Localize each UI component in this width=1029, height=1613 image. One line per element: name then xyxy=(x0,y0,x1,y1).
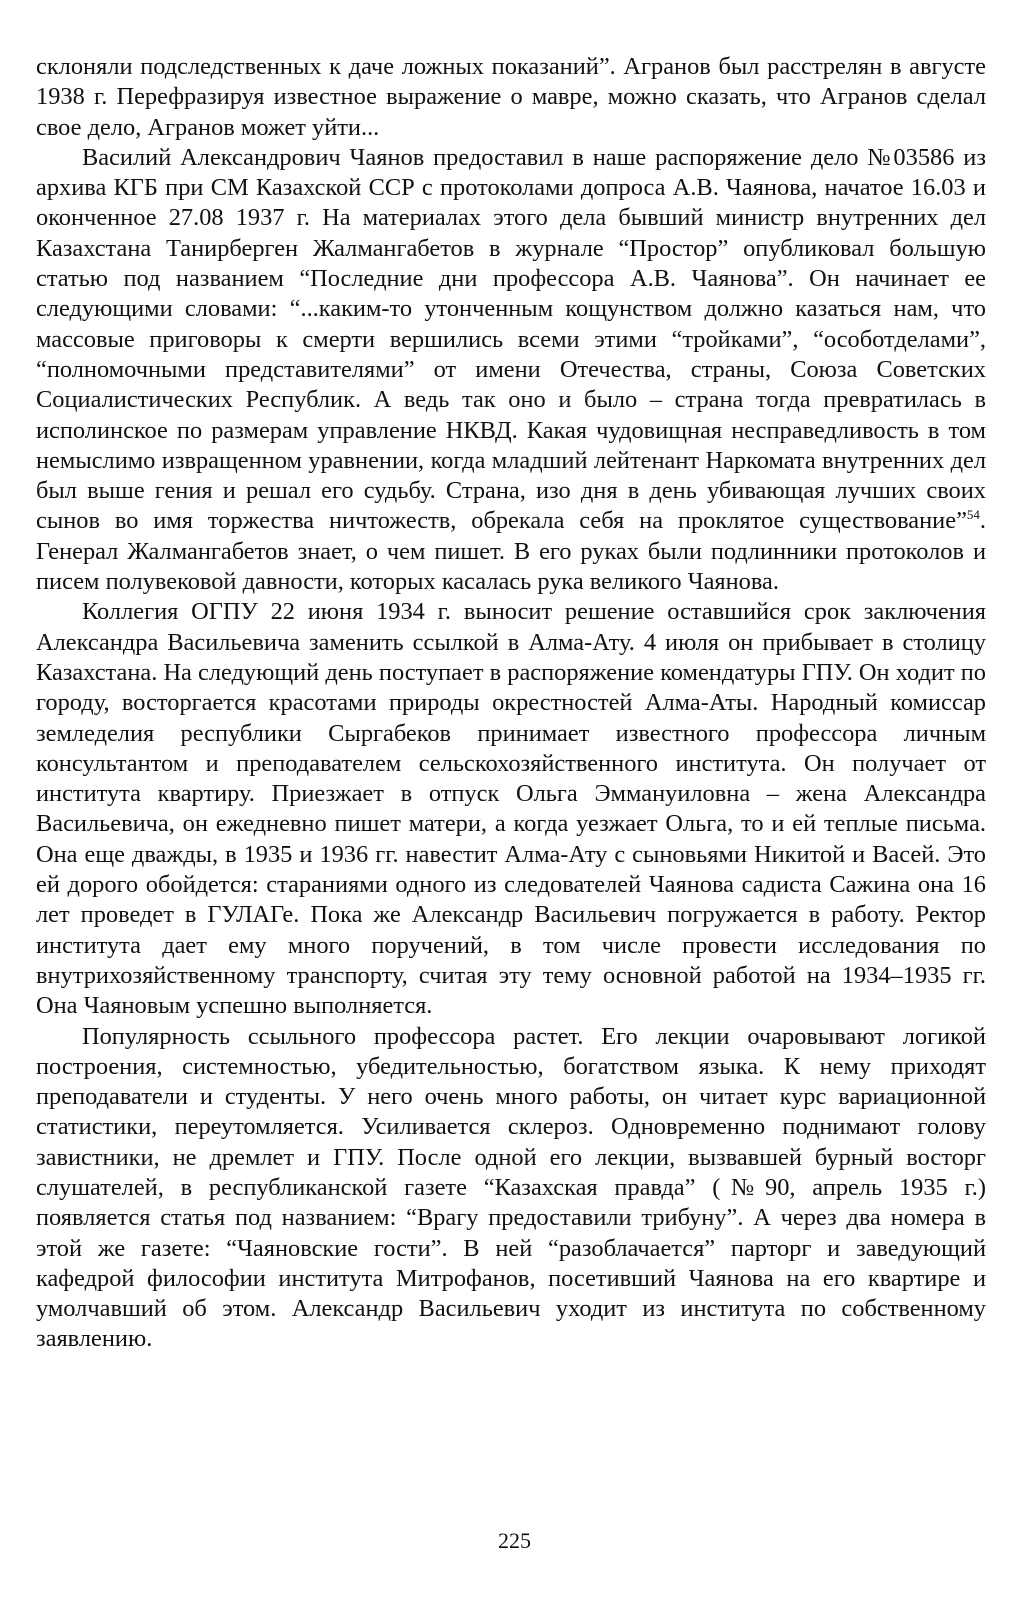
paragraph-1-text: склоняли подследственных к даче ложных показаний”. Агранов был расстрелян в августе 1938 г. Перефразируя известное выражение о мавре, можно сказать, что Агранов сделал свое дело, Агранов может уйти... xyxy=(36,53,986,141)
paragraph-3 xyxy=(36,597,986,1021)
footnote-marker: 54 xyxy=(966,507,980,523)
page-number: 225 xyxy=(498,1528,531,1553)
paragraph-4 xyxy=(36,1022,986,1355)
paragraph-1 xyxy=(36,52,986,143)
paragraph-2-text: Василий Александрович Чаянов предоставил в наше распоряжение дело №03586 из архива КГБ при СМ Казахской ССР с протоколами допроса А.В. Чаянова, начатое 16.03 и оконченное 27.08 1937 г. На материалах этого дела бывший министр внутренних дел Казахстана Танирберген Жалмангабетов в журнале “Простор” опубликовал большую статью под названием “Последние дни профессора А.В. Чаянова”. Он начинает ее следующими словами: “...каким-то утонченным кощунством должно казаться нам, что массовые приговоры к смерти вершились всеми этими “тройками”, “особотделами”, “полномочными представителями” от имени Отечества, страны, Союза Советских Социалистических Республик. А ведь так оно и было – страна тогда превратилась в исполинское по размерам управление НКВД. Какая чудовищная несправедливость в том немыслимо извращенном уравнении, когда младший лейтенант Наркомата внутренних дел был выше гения и решал его судьбу. Страна, изо дня в день убивающая лучших своих сынов во имя торжества ничтожеств, обрекала себя на проклятое существование” xyxy=(36,143,986,535)
paragraph-2 xyxy=(36,143,986,597)
paragraph-3-text: Коллегия ОГПУ 22 июня 1934 г. выносит решение оставшийся срок заключения Александра Васильевича заменить ссылкой в Алма-Ату. 4 июля он прибывает в столицу Казахстана. На следующий день поступает в распоряжение комендатуры ГПУ. Он ходит по городу, восторгается красотами природы окрестностей Алма-Аты. Народный комиссар земледелия республики Сыргабеков принимает известного профессора личным консультантом и преподавателем сельскохозяйственного института. Он получает от института квартиру. Приезжает в отпуск Ольга Эммануиловна – жена Александра Васильевича, он ежедневно пишет матери, а когда уезжает Ольга, то и ей теплые письма. Она еще дважды, в 1935 и 1936 гг. навестит Алма-Ату с сыновьями Никитой и Васей. Это ей дорого обойдется: стараниями одного из следователей Чаянова садиста Сажина она 16 лет проведет в ГУЛАГе. Пока же Александр Васильевич погружается в работу. Ректор института дает ему много поручений, в том числе провести исследования по внутрихозяйственному транспорту, считая эту тему основной работой на 1934–1935 гг. Она Чаяновым успешно выполняется. xyxy=(36,598,986,1020)
paragraph-2-text-after: . Генерал Жалмангабетов знает, о чем пишет. В его руках были подлинники протоколов и писем полувековой давности, которых касалась рука великого Чаянова. xyxy=(36,507,986,596)
page-body xyxy=(36,52,986,1355)
paragraph-4-text: Популярность ссыльного профессора растет. Его лекции очаровывают логикой построения, системностью, убедительностью, богатством языка. К нему приходят преподаватели и студенты. У него очень много работы, он читает курс вариационной статистики, переутомляется. Усиливается склероз. Одновременно поднимают голову завистники, не дремлет и ГПУ. После одной его лекции, вызвавшей бурный восторг слушателей, в республиканской газете “Казахская правда” (№90, апрель 1935 г.) появляется статья под названием: “Врагу предоставили трибуну”. А через два номера в этой же газете: “Чаяновские гости”. В ней “разоблачается” парторг и заведующий кафедрой философии института Митрофанов, посетивший Чаянова на его квартире и умолчавший об этом. Александр Васильевич уходит из института по собственному заявлению. xyxy=(36,1022,986,1353)
